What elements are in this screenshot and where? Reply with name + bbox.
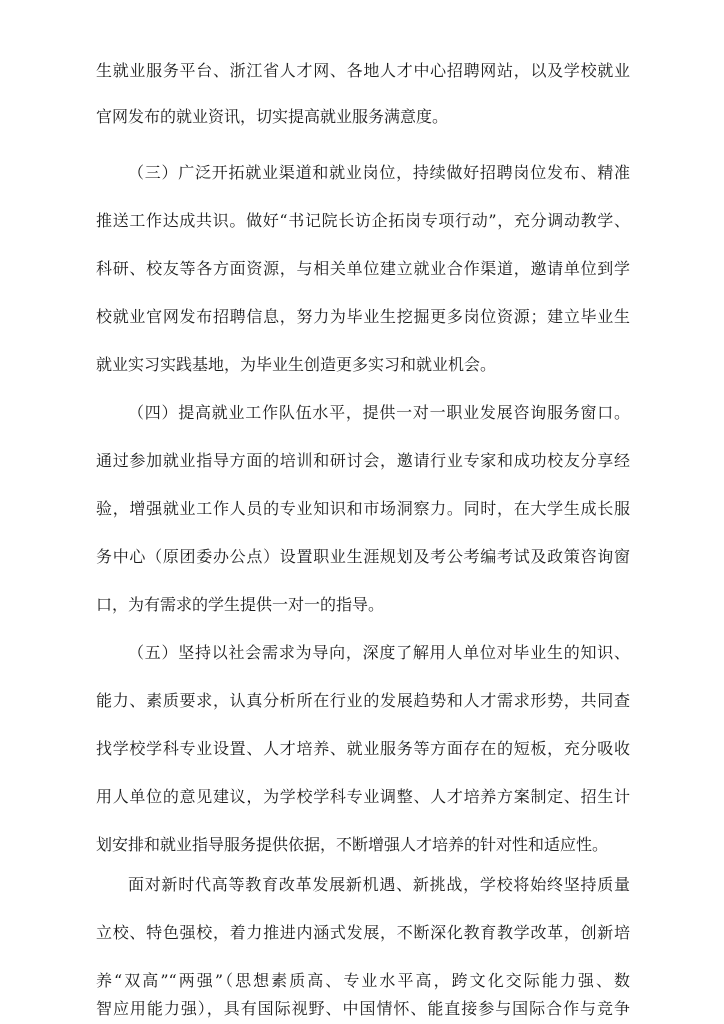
paragraph-4-line-2: 通过参加就业指导方面的培训和研讨会，邀请行业专家和成功校友分享经 <box>96 451 630 470</box>
paragraph-5-line-2: 能力、素质要求，认真分析所在行业的发展趋势和人才需求形势，共同查 <box>96 691 630 710</box>
paragraph-4-line-3: 验，增强就业工作人员的专业知识和市场洞察力。同时，在大学生成长服 <box>96 499 630 518</box>
closing-paragraph-line-2: 立校、特色强校，着力推进内涵式发展，不断深化教育教学改革，创新培 <box>96 923 630 942</box>
paragraph-5-line-3: 找学校学科专业设置、人才培养、就业服务等方面存在的短板，充分吸收 <box>96 739 630 758</box>
paragraph-4-line-5: 口，为有需求的学生提供一对一的指导。 <box>96 595 385 614</box>
paragraph-5-line-5: 划安排和就业指导服务提供依据，不断增强人才培养的针对性和适应性。 <box>96 835 609 854</box>
closing-paragraph-line-1: 面对新时代高等教育改革发展新机遇、新挑战，学校将始终坚持质量 <box>128 875 630 894</box>
text-line-1: 生就业服务平台、浙江省人才网、各地人才中心招聘网站，以及学校就业 <box>96 61 630 80</box>
paragraph-4-line-1: （四）提高就业工作队伍水平，提供一对一职业发展咨询服务窗口。 <box>128 403 630 422</box>
closing-paragraph-line-4: 智应用能力强），具有国际视野、中国情怀、能直接参与国际合作与竞争 <box>96 999 630 1018</box>
text-line-2: 官网发布的就业资讯，切实提高就业服务满意度。 <box>96 107 449 126</box>
paragraph-5-line-1: （五）坚持以社会需求为导向，深度了解用人单位对毕业生的知识、 <box>128 643 630 662</box>
paragraph-3-line-5: 就业实习实践基地，为毕业生创造更多实习和就业机会。 <box>96 355 497 374</box>
paragraph-5-line-4: 用人单位的意见建议，为学校学科专业调整、人才培养方案制定、招生计 <box>96 787 630 806</box>
paragraph-3-line-3: 科研、校友等各方面资源，与相关单位建立就业合作渠道，邀请单位到学 <box>96 259 630 278</box>
paragraph-3-line-1: （三）广泛开拓就业渠道和就业岗位，持续做好招聘岗位发布、精准 <box>128 163 630 182</box>
paragraph-3-line-4: 校就业官网发布招聘信息，努力为毕业生挖掘更多岗位资源；建立毕业生 <box>96 307 630 326</box>
closing-paragraph-line-3: 养“双高”“两强”（思想素质高、专业水平高，跨文化交际能力强、数 <box>96 971 630 990</box>
paragraph-3-line-2: 推送工作达成共识。做好“书记院长访企拓岗专项行动”，充分调动教学、 <box>96 211 630 230</box>
paragraph-4-line-4: 务中心（原团委办公点）设置职业生涯规划及考公考编考试及政策咨询窗 <box>96 547 630 566</box>
